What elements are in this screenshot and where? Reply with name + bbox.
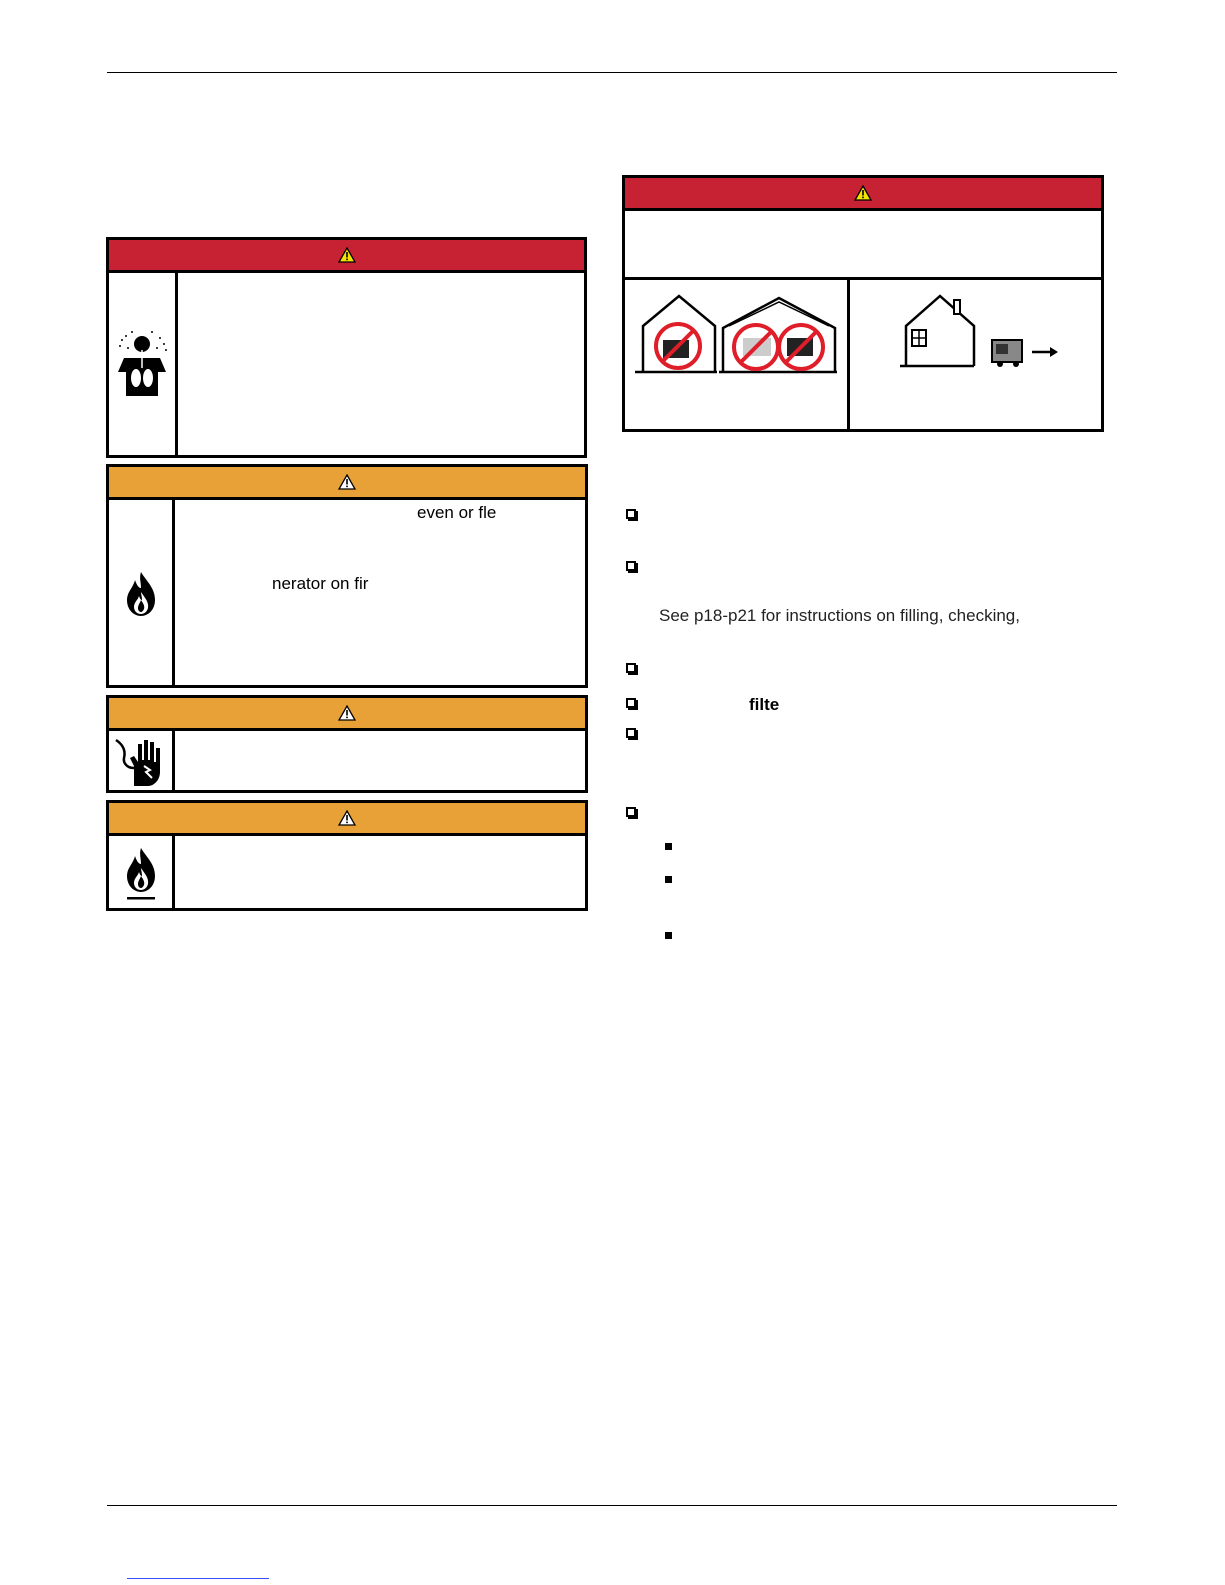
danger-banner (625, 178, 1101, 211)
fire-text-area (175, 836, 585, 911)
warning-triangle-icon (338, 474, 356, 490)
sub-bullet (665, 932, 672, 939)
flame-on-surface-icon (121, 846, 161, 902)
no-generator-indoors-icon (625, 290, 850, 380)
warning-triangle-icon (338, 705, 356, 721)
warning-banner (109, 698, 585, 731)
warning-triangle-icon (338, 810, 356, 826)
warning-triangle-icon (854, 185, 872, 201)
checklist-checkbox[interactable] (626, 728, 636, 738)
fuel-warning-box (106, 464, 588, 688)
outdoor-use-illustration (850, 280, 1101, 432)
fuel-text-fragment: even or fle (417, 503, 497, 522)
fuel-text-area (175, 500, 585, 688)
fuel-text-fragment: nerator on fir (272, 574, 369, 593)
sub-bullet (665, 843, 672, 850)
checklist-checkbox[interactable] (626, 807, 636, 817)
no-indoor-use-illustration (625, 280, 850, 432)
danger-banner (109, 240, 584, 273)
see-pages-note: See p18-p21 for instructions on filling, checking, (659, 606, 1020, 625)
warning-triangle-icon (338, 247, 356, 263)
shock-warning-box (106, 695, 588, 793)
breathing-hazard-icon-cell (109, 273, 178, 458)
checklist-checkbox[interactable] (626, 698, 636, 708)
shock-text-area (175, 731, 585, 793)
danger-warning-box (106, 237, 587, 458)
danger-text-area (178, 273, 584, 458)
checklist-checkbox[interactable] (626, 561, 636, 571)
checklist-checkbox[interactable] (626, 663, 636, 673)
electric-shock-hand-icon (114, 736, 168, 788)
flame-surface-icon-cell (109, 836, 175, 911)
carbon-monoxide-danger-box (622, 175, 1104, 432)
danger-text-area (625, 211, 1101, 277)
sub-bullet (665, 876, 672, 883)
checklist-checkbox[interactable] (626, 509, 636, 519)
flame-icon (121, 570, 161, 618)
flame-icon-cell (109, 500, 175, 688)
warning-banner (109, 467, 585, 500)
shock-icon-cell (109, 731, 175, 793)
filter-text-fragment: filte (749, 695, 780, 714)
fire-warning-box (106, 800, 588, 911)
header-rule (107, 72, 1117, 73)
footer-link-underline[interactable] (127, 1578, 269, 1579)
warning-banner (109, 803, 585, 836)
breathing-hazard-icon (112, 326, 172, 406)
footer-rule (107, 1505, 1117, 1506)
generator-outdoors-icon (850, 290, 1100, 380)
